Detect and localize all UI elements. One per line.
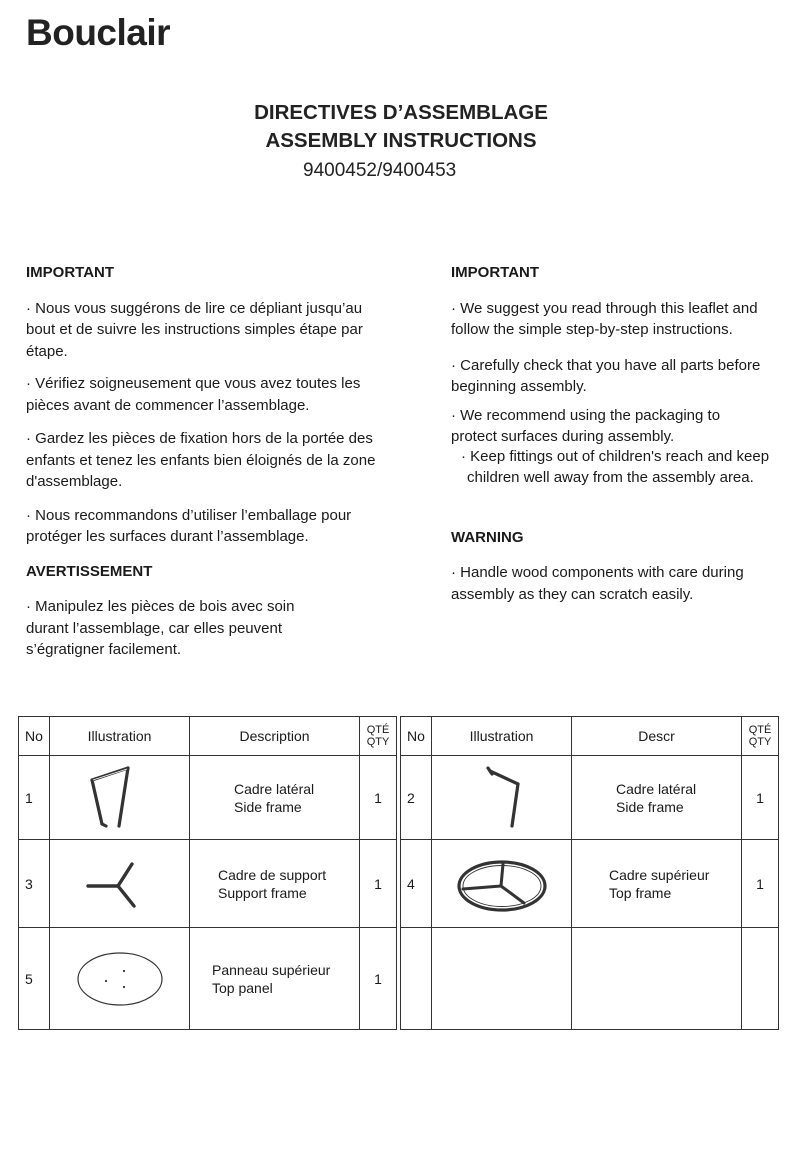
- french-warning-heading: AVERTISSEMENT: [26, 562, 153, 580]
- part-number: 5: [19, 928, 50, 1030]
- header-qty-fr: QTÉ: [748, 724, 772, 736]
- english-bullet: · Carefully check that you have all parts before beginning assembly.: [451, 356, 761, 395]
- english-bullet: · We recommend using the packaging to protect surfaces during assembly.: [451, 406, 721, 445]
- empty-cell: [742, 928, 779, 1030]
- part-number: 4: [401, 840, 432, 928]
- part-number: 3: [19, 840, 50, 928]
- part-quantity: 1: [360, 756, 397, 840]
- parts-table-left: [18, 716, 397, 1030]
- part-quantity: 1: [742, 756, 779, 840]
- french-warning-bullet: · Manipulez les pièces de bois avec soin durant l’assemblage, car elles peuvent s’égratigner facilement.: [26, 598, 295, 658]
- header-illustration: Illustration: [432, 717, 572, 756]
- table-header-row: [401, 717, 779, 756]
- table-row: [19, 756, 397, 840]
- part-quantity: 1: [360, 928, 397, 1030]
- description-fr: Panneau supérieur: [212, 961, 331, 978]
- table-row-empty: [401, 928, 779, 1030]
- table-row: [19, 928, 397, 1030]
- part-quantity: 1: [360, 840, 397, 928]
- header-description: Descr: [572, 717, 742, 756]
- header-qty-fr: QTÉ: [366, 724, 390, 736]
- description-en: Side frame: [234, 798, 302, 815]
- part-description: [190, 928, 360, 1030]
- header-qty-en: QTY: [366, 736, 390, 748]
- header-no: No: [401, 717, 432, 756]
- part-number: 1: [19, 756, 50, 840]
- english-important-heading: IMPORTANT: [451, 264, 540, 281]
- top-frame-icon: [454, 852, 550, 916]
- part-description: [572, 756, 742, 840]
- french-bullet: · Vérifiez soigneusement que vous avez toutes les pièces avant de commencer l’assemblage.: [26, 375, 361, 414]
- english-column: [451, 262, 796, 605]
- english-bullet: · Keep fittings out of children's reach and keep children well away from the assembly area.: [461, 447, 770, 486]
- description-fr: Cadre latéral: [616, 780, 697, 797]
- description-en: Top frame: [609, 884, 672, 901]
- title-english: ASSEMBLY INSTRUCTIONS: [265, 129, 537, 152]
- part-description: [572, 840, 742, 928]
- part-illustration: [432, 756, 572, 840]
- description-en: Top panel: [212, 979, 273, 996]
- part-illustration: [50, 756, 190, 840]
- english-warning-bullet: · Handle wood components with care during assembly as they can scratch easily.: [451, 564, 744, 603]
- side-frame-icon: [80, 762, 160, 834]
- english-warning-heading: WARNING: [451, 528, 524, 546]
- header-qty: [742, 717, 779, 756]
- empty-cell: [401, 928, 432, 1030]
- top-panel-icon: [72, 947, 168, 1011]
- part-description: [190, 756, 360, 840]
- part-description: [190, 840, 360, 928]
- empty-cell: [572, 928, 742, 1030]
- header-no: No: [19, 717, 50, 756]
- part-number: 2: [401, 756, 432, 840]
- french-bullet: · Nous vous suggérons de lire ce dépliant jusqu’au bout et de suivre les instructions simples étape par étape.: [26, 299, 363, 360]
- french-bullet: · Gardez les pièces de fixation hors de la portée des enfants et tenez les enfants bien éloignés de la zone d'assemblage.: [26, 430, 376, 490]
- description-en: Side frame: [616, 798, 684, 815]
- header-qty-en: QTY: [748, 736, 772, 748]
- title-french: DIRECTIVES D’ASSEMBLAGE: [254, 101, 548, 124]
- description-en: Support frame: [218, 884, 307, 901]
- side-frame-icon: [462, 762, 542, 834]
- model-number: 9400452/9400453: [303, 160, 457, 181]
- table-row: [401, 840, 779, 928]
- brand-logo: Bouclair: [26, 12, 171, 53]
- empty-cell: [432, 928, 572, 1030]
- part-quantity: 1: [742, 840, 779, 928]
- header-illustration: Illustration: [50, 717, 190, 756]
- part-illustration: [432, 840, 572, 928]
- header-qty: [360, 717, 397, 756]
- table-header-row: [19, 717, 397, 756]
- support-frame-icon: [80, 854, 160, 914]
- english-bullet: · We suggest you read through this leaflet and follow the simple step-by-step instructions.: [451, 299, 758, 338]
- french-bullet: · Nous recommandons d’utiliser l’emballage pour protéger les surfaces durant l’assemblage.: [26, 506, 352, 545]
- part-illustration: [50, 840, 190, 928]
- description-fr: Cadre de support: [218, 866, 327, 883]
- parts-table-right: [400, 716, 779, 1030]
- description-fr: Cadre latéral: [234, 780, 315, 797]
- french-important-heading: IMPORTANT: [26, 264, 115, 281]
- description-fr: Cadre supérieur: [609, 866, 710, 883]
- part-illustration: [50, 928, 190, 1030]
- table-row: [401, 756, 779, 840]
- french-column: [26, 262, 386, 661]
- table-row: [19, 840, 397, 928]
- header-description: Description: [190, 717, 360, 756]
